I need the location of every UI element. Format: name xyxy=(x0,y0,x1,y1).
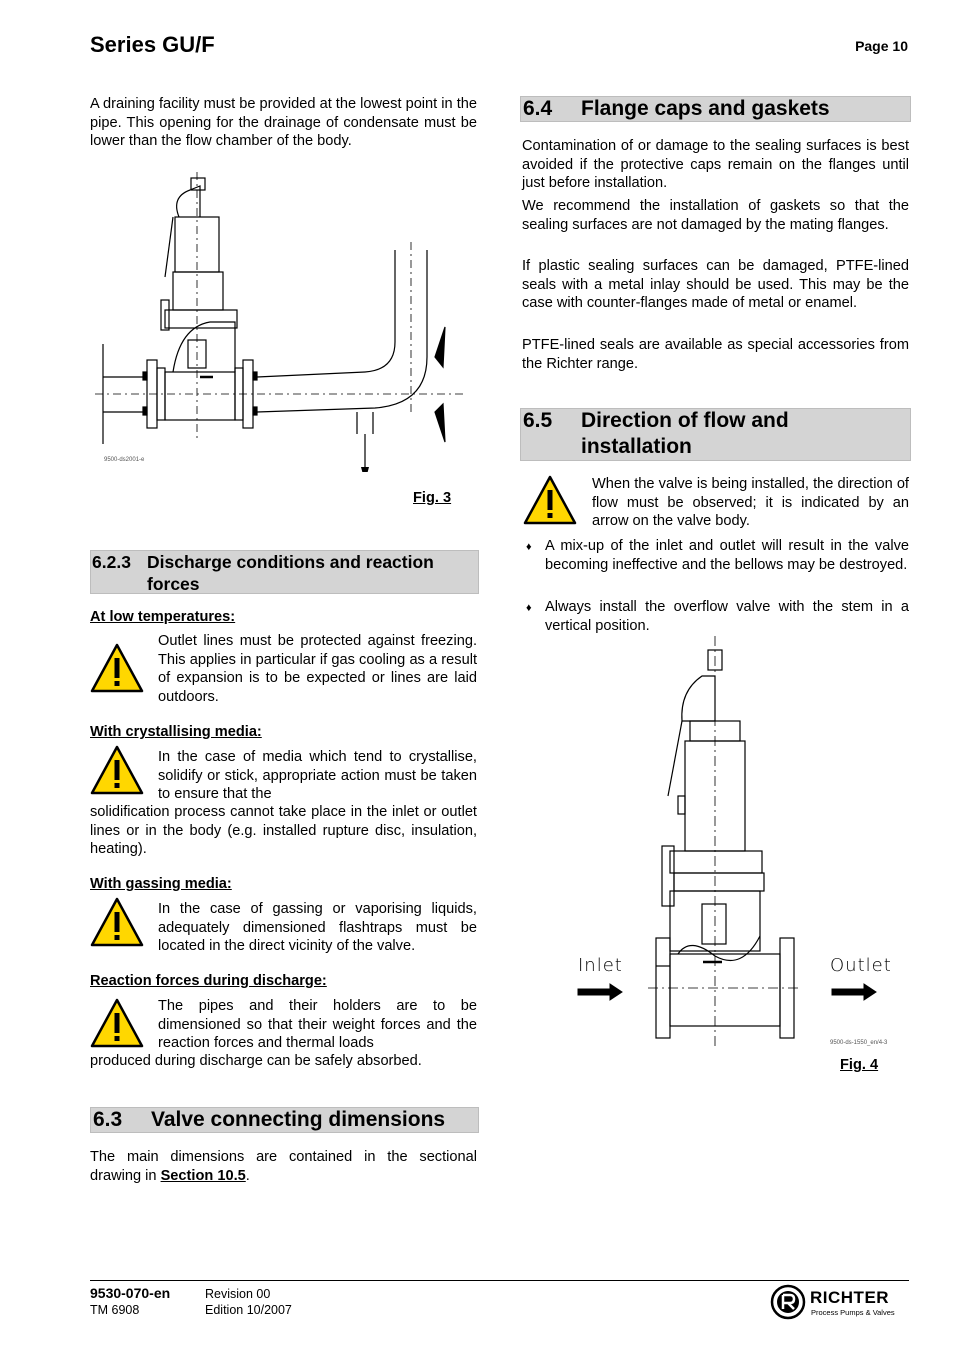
tm-number: TM 6908 xyxy=(90,1303,140,1317)
section-6-3-text-pre: The main dimensions are contained in the sectional drawing in xyxy=(90,1149,477,1184)
flange-paragraph-1: Contamination of or damage to the sealing surfaces is best avoided if the protective caps remain on the flanges until just before installation. xyxy=(522,138,909,191)
revision: Revision 00 xyxy=(205,1287,271,1301)
logo-tagline: Process Pumps & Valves xyxy=(811,1308,895,1317)
section-title: Flange caps and gaskets xyxy=(581,97,830,120)
richter-logo-icon xyxy=(770,1284,806,1320)
logo-name: RICHTER xyxy=(810,1288,890,1307)
subheading-low-temperatures: At low temperatures: xyxy=(90,609,236,625)
bullet-item: Always install the overflow valve with the stem in a vertical position. xyxy=(545,599,909,634)
bullet-diamond-icon: ♦ xyxy=(526,541,532,553)
section-title-line-2: forces xyxy=(147,574,200,594)
section-6-3-text xyxy=(90,1148,477,1185)
warning-icon xyxy=(90,998,144,1048)
section-title-line-1: Discharge conditions and reaction xyxy=(147,552,434,572)
figure-3-caption: Fig. 3 xyxy=(413,490,452,506)
warning-icon xyxy=(90,745,144,795)
section-6-3-text-post: . xyxy=(245,1167,250,1184)
edition: Edition 10/2007 xyxy=(205,1303,292,1317)
flange-paragraph-2: We recommend the installation of gaskets so that the sealing surfaces are not damaged by the mating flanges. xyxy=(522,198,909,233)
inlet-label: Inlet xyxy=(578,955,623,976)
reaction-text-b: produced during discharge can be safely absorbed. xyxy=(90,1053,422,1069)
warning-icon xyxy=(523,475,577,525)
section-10-5-link[interactable]: Section 10.5 xyxy=(160,1167,246,1184)
section-number: 6.3 xyxy=(93,1108,123,1131)
document-number: 9530-070-en xyxy=(90,1285,171,1301)
bullet-item: A mix-up of the inlet and outlet will result in the valve becoming ineffective and the bellows may be destroyed. xyxy=(545,538,909,573)
section-title: Valve connecting dimensions xyxy=(151,1108,446,1131)
subheading-reaction-forces: Reaction forces during discharge: xyxy=(90,973,327,989)
section-title-line-2: installation xyxy=(581,435,692,458)
reaction-text-a: The pipes and their holders are to be dimensioned so that their weight forces and the reaction forces and thermal loads xyxy=(158,998,477,1051)
section-number: 6.4 xyxy=(523,97,553,120)
section-number: 6.5 xyxy=(523,409,553,432)
intro-paragraph: A draining facility must be provided at the lowest point in the pipe. This opening for the drainage of condensate must be lower than the flow chamber of the body. xyxy=(90,96,477,149)
flange-paragraph-4: PTFE-lined seals are available as special accessories from the Richter range. xyxy=(522,337,909,372)
page-number: Page 10 xyxy=(855,38,908,54)
subheading-crystallising-media: With crystallising media: xyxy=(90,724,262,740)
flange-paragraph-3: If plastic sealing surfaces can be damaged, PTFE-lined seals with a metal inlay should be used. This may be the case with counter-flanges made of metal or enamel. xyxy=(522,258,909,311)
subheading-gassing-media: With gassing media: xyxy=(90,876,232,892)
richter-logo xyxy=(770,1284,910,1322)
crystallising-text-b: solidification process cannot take place in the inlet or outlet lines or in the body (e.g. installed rupture disc, insulation, heating). xyxy=(90,804,477,857)
flow-direction-warning-text: When the valve is being installed, the direction of flow must be observed; it is indicated by an arrow on the valve body. xyxy=(592,476,909,529)
section-6-4-heading xyxy=(520,96,911,122)
warning-icon xyxy=(90,897,144,947)
figure-4-drawing xyxy=(570,636,900,1048)
crystallising-text-a: In the case of media which tend to crystallise, solidify or stick, appropriate action must be taken to ensure that the xyxy=(158,749,477,802)
figure-3-id: 9500-ds2001-e xyxy=(104,457,145,463)
warning-icon xyxy=(90,643,144,693)
section-title-line-1: Direction of flow and xyxy=(581,409,789,432)
low-temperatures-text: Outlet lines must be protected against freezing. This applies in particular if gas cooling as a result of expansion is to be expected or lines are laid outdoors. xyxy=(158,633,477,705)
figure-4-id: 9500-ds-1550_en/4-3 xyxy=(830,1040,888,1046)
section-6-3-heading xyxy=(90,1107,479,1133)
section-6-2-3-heading xyxy=(90,550,479,594)
section-6-5-heading xyxy=(520,408,911,461)
gassing-text: In the case of gassing or vaporising liquids, adequately dimensioned flashtraps must be located in the direct vicinity of the valve. xyxy=(158,901,477,954)
footer-divider xyxy=(90,1280,909,1281)
outlet-label: Outlet xyxy=(830,955,892,976)
section-number: 6.2.3 xyxy=(92,552,131,572)
bullet-diamond-icon: ♦ xyxy=(526,602,532,614)
figure-3-drawing xyxy=(95,172,475,472)
document-title: Series GU/F xyxy=(90,32,215,57)
figure-4-caption: Fig. 4 xyxy=(840,1057,879,1073)
